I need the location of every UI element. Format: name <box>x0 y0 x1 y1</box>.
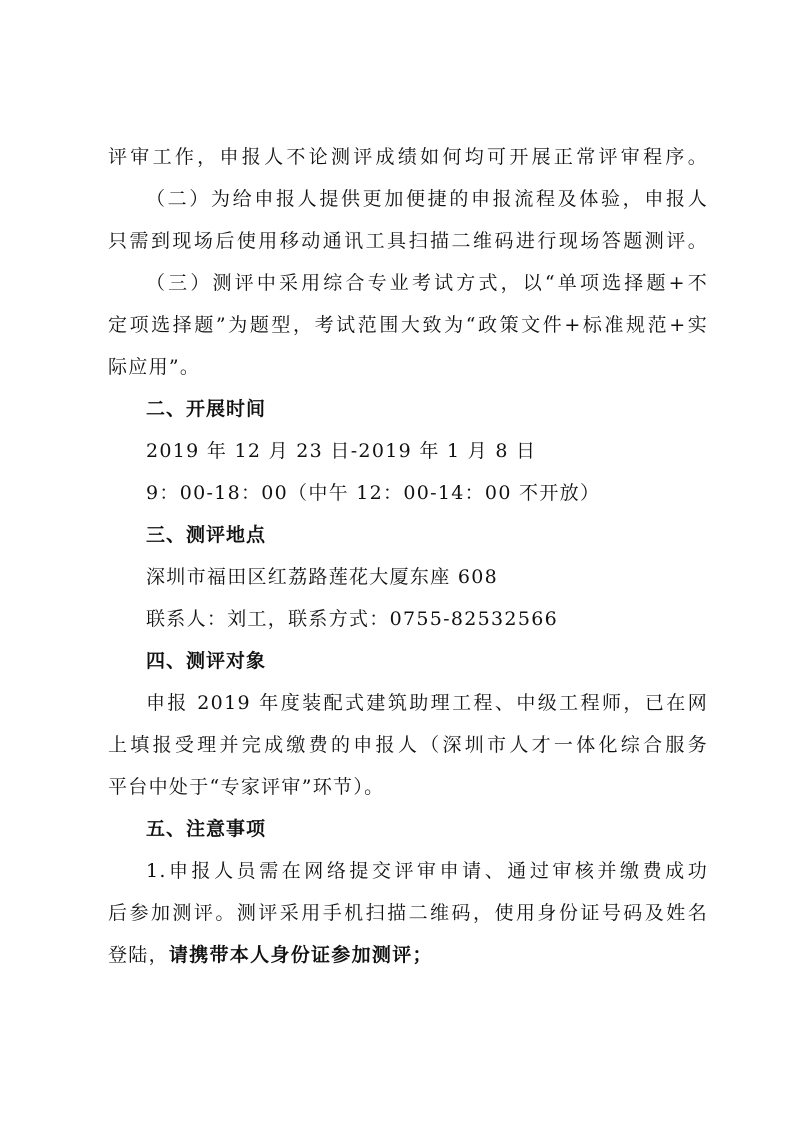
section-heading: 五、注意事项 <box>146 818 267 840</box>
paragraph-line: （三）测评中采用综合专业考试方式，以“单项选择题+不 <box>146 272 708 294</box>
paragraph-line <box>108 943 708 967</box>
paragraph-line: 后参加测评。测评采用手机扫描二维码，使用身份证号码及姓名 <box>108 902 708 924</box>
section-heading: 四、测评对象 <box>146 650 267 672</box>
section-heading: 二、开展时间 <box>146 398 267 420</box>
paragraph-line: 际应用”。 <box>108 356 201 378</box>
section-heading: 三、测评地点 <box>146 524 267 546</box>
line-text: 登陆， <box>108 944 169 966</box>
contact-info: 联系人：刘工，联系方式：0755-82532566 <box>146 608 558 630</box>
paragraph-line: 平台中处于“专家评审”环节）。 <box>108 776 385 798</box>
paragraph-line: 只需到现场后使用移动通讯工具扫描二维码进行现场答题测评。 <box>108 230 708 252</box>
schedule-hours: 9：00-18：00（中午 12：00-14：00 不开放） <box>146 482 601 504</box>
paragraph-line: 评审工作，申报人不论测评成绩如何均可开展正常评审程序。 <box>108 146 708 168</box>
emphasis-text: 请携带本人身份证参加测评； <box>168 944 433 966</box>
paragraph-line: 上填报受理并完成缴费的申报人（深圳市人才一体化综合服务 <box>108 734 708 756</box>
schedule-dates: 2019 年 12 月 23 日-2019 年 1 月 8 日 <box>146 440 537 462</box>
paragraph-line: 定项选择题”为题型，考试范围大致为“政策文件+标准规范+实 <box>108 314 708 336</box>
location-address: 深圳市福田区红荔路莲花大厦东座 608 <box>146 566 499 588</box>
paragraph-line: （二）为给申报人提供更加便捷的申报流程及体验，申报人 <box>146 188 708 210</box>
paragraph-line: 申报 2019 年度装配式建筑助理工程、中级工程师，已在网 <box>146 692 708 714</box>
paragraph-line: 1.申报人员需在网络提交评审申请、通过审核并缴费成功 <box>146 860 708 882</box>
